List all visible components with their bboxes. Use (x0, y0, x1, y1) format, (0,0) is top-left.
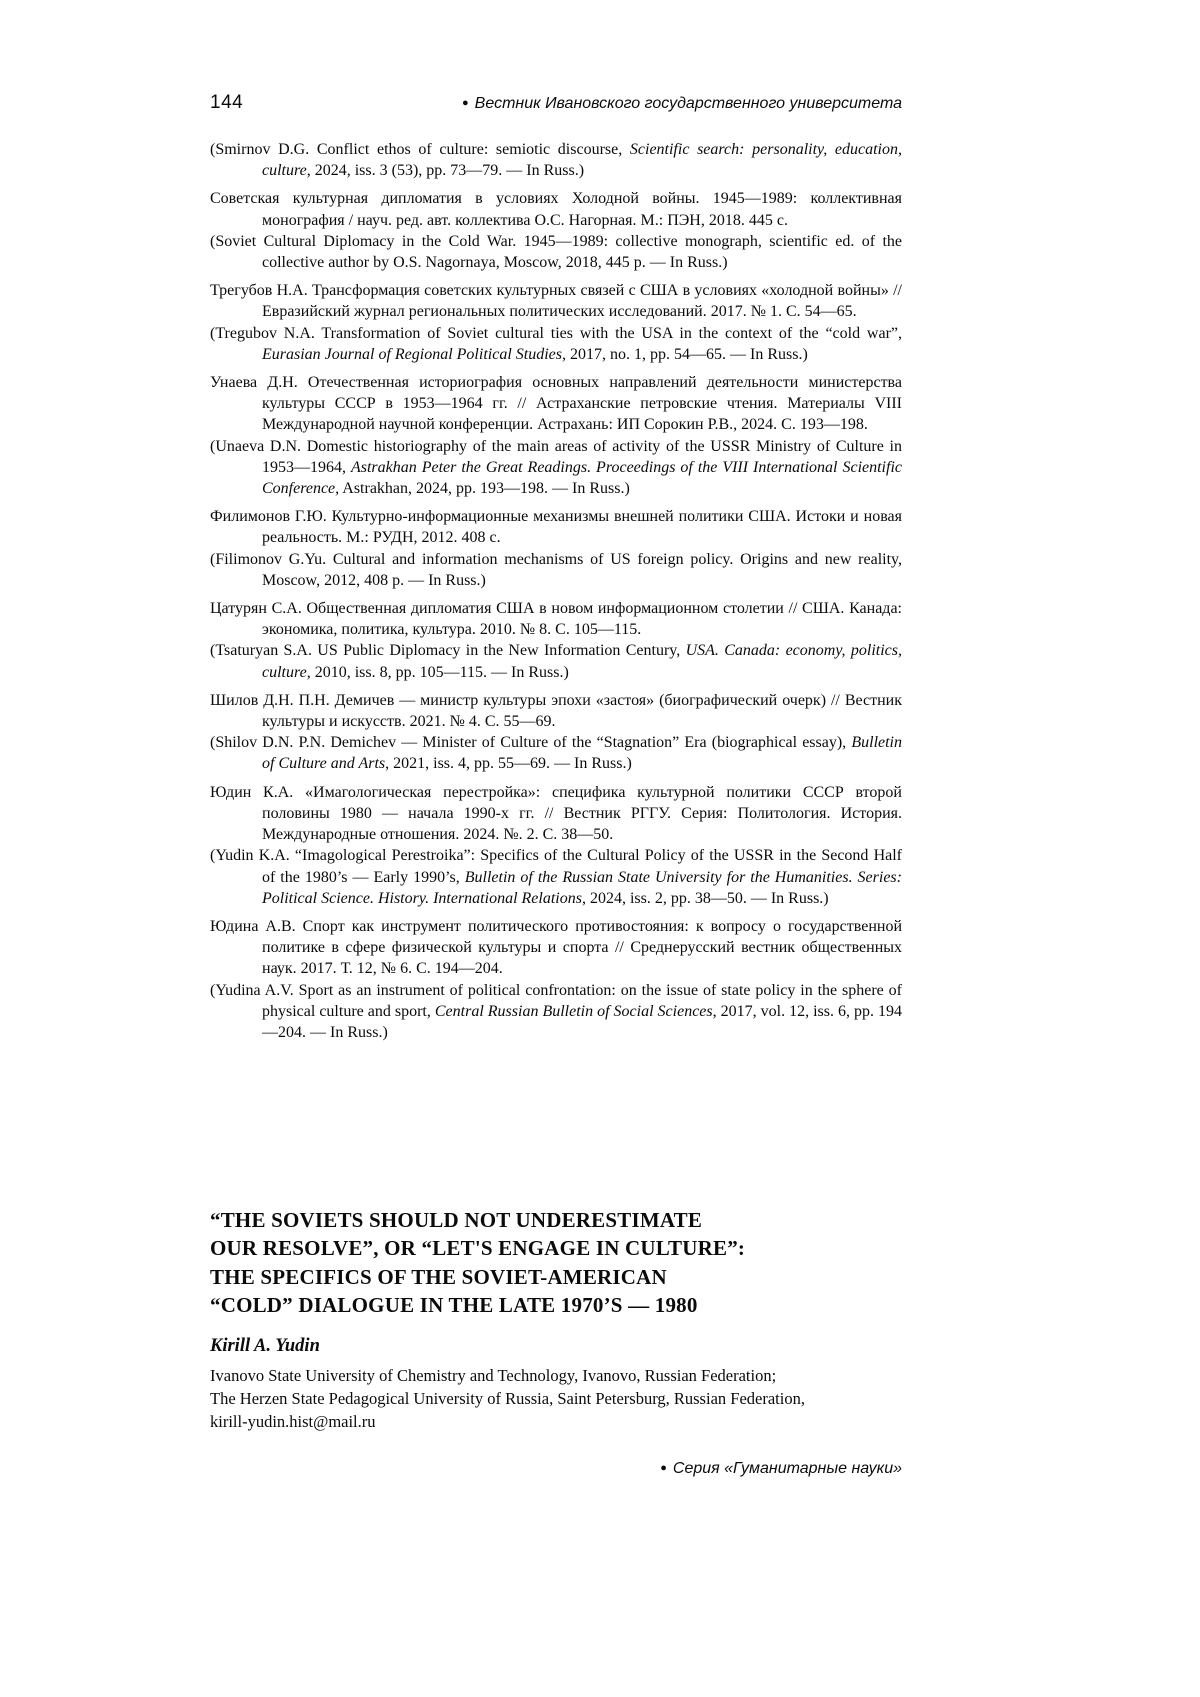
reference-group (210, 139, 902, 181)
article-title (210, 1206, 930, 1319)
affiliation-line: Ivanovo State University of Chemistry and Technology, Ivanovo, Russian Federation; (210, 1366, 777, 1385)
reference-group (210, 782, 902, 909)
reference-paragraph (210, 323, 902, 365)
article-title-line: “THE SOVIETS SHOULD NOT UNDERESTIMATE (210, 1208, 703, 1232)
reference-segment: (Yudina A.V. Sport as an instrument of political confrontation: on the issue of state policy in the sphere of physical culture and sport, (210, 981, 902, 1020)
reference-segment-italic: Eurasian Journal of Regional Political Studies (262, 345, 562, 363)
author-name: Kirill A. Yudin (210, 1336, 320, 1356)
article-title-line: “COLD” DIALOGUE IN THE LATE 1970’S — 1980 (210, 1292, 698, 1317)
bullet-icon: ● (660, 1462, 667, 1474)
affiliation (210, 1364, 902, 1434)
reference-paragraph (210, 280, 902, 322)
reference-segment-italic: Bulletin of the Russian State University for the Humanities. Series: Political Science. History. International Relations (262, 868, 902, 907)
reference-segment: (Smirnov D.G. Conflict ethos of culture: semiotic discourse, (210, 141, 630, 158)
author-block (210, 1336, 902, 1434)
reference-paragraph (210, 188, 902, 230)
series-footer (210, 1460, 902, 1478)
reference-paragraph (210, 980, 902, 1044)
page-number: 144 (210, 92, 244, 113)
reference-segment: Трегубов Н.А. Трансформация советских культурных связей с США в условиях «холодной войны» // Евразийский журнал региональных политических исследований. 2017. № 1. С. 54—65. (210, 282, 902, 321)
reference-segment: , 2024, iss. 3 (53), pp. 73—79. — In Russ.) (306, 162, 585, 180)
reference-paragraph (210, 139, 902, 181)
reference-paragraph (210, 549, 902, 591)
reference-segment-italic: Scientific search: personality, education, culture (262, 141, 902, 180)
series-name: Серия «Гуманитарные науки» (672, 1460, 902, 1477)
reference-segment: Юдин К.А. «Имагологическая перестройка»: специфика культурной политики СССР второй половины 1980 — начала 1990-х гг. // Вестник РГГУ. Серия: Политология. История. Международные отношения. 2024. №. 2. С. 38—50. (210, 783, 902, 844)
reference-segment: Юдина А.В. Спорт как инструмент политического противостояния: к вопросу о государственной политике в сфере физической культуры и спорта // Среднерусский вестник общественных наук. 2017. Т. 12, № 6. С. 194—204. (210, 917, 902, 978)
reference-paragraph (210, 506, 902, 548)
affiliation-line: kirill-yudin.hist@mail.ru (210, 1412, 376, 1432)
reference-segment: , 2017, no. 1, pp. 54—65. — In Russ.) (561, 345, 808, 363)
reference-segment-italic: Astrakhan Peter the Great Readings. Proceedings of the VIII International Scientific Conference (262, 458, 902, 498)
reference-paragraph (210, 640, 902, 682)
reference-segment: , 2017, vol. 12, iss. 6, pp. 194—204. — In Russ.) (262, 1002, 903, 1041)
reference-segment: , Astrakhan, 2024, pp. 193—198. — In Russ.) (335, 480, 630, 498)
reference-segment: (Soviet Cultural Diplomacy in the Cold War. 1945—1989: collective monograph, scientific ed. of the collective author by O.S. Nagornaya, Moscow, 2018, 445 p. — In Russ.) (210, 232, 902, 272)
reference-segment: (Unaeva D.N. Domestic historiography of the main areas of activity of the USSR Ministry of Culture in 1953—1964, (210, 437, 902, 476)
running-header (210, 92, 902, 114)
reference-paragraph (210, 372, 902, 436)
reference-paragraph (210, 845, 902, 909)
reference-paragraph (210, 598, 902, 640)
reference-segment-italic: USA. Canada: economy, politics, culture (262, 642, 902, 681)
reference-segment: Шилов Д.Н. П.Н. Демичев — министр культуры эпохи «застоя» (биографический очерк) // Вестник культуры и искусств. 2021. № 4. С. 55—69. (210, 691, 902, 731)
reference-segment-italic: Central Russian Bulletin of Social Sciences (434, 1002, 713, 1020)
reference-segment-italic: Bulletin of Culture and Arts (262, 734, 902, 773)
reference-paragraph (210, 436, 902, 500)
reference-segment: (Yudin K.A. “Imagological Perestroika”: Specifics of the Cultural Policy of the USSR in the Second Half of the 1980’s — Early 1990’s, (210, 847, 902, 886)
reference-segment: , 2021, iss. 4, pp. 55—69. — In Russ.) (385, 755, 632, 773)
reference-segment: Филимонов Г.Ю. Культурно-информационные механизмы внешней политики США. Истоки и новая реальность. М.: РУДН, 2012. 408 с. (210, 508, 902, 547)
running-head-title (462, 95, 902, 113)
reference-segment: Унаева Д.Н. Отечественная историография основных направлений деятельности министерства культуры СССР в 1953—1964 гг. // Астраханские петровские чтения. Материалы VIII Международной научной конференции. Астрахань: ИП Сорокин Р.В., 2024. С. 193—198. (210, 374, 902, 434)
reference-segment: , 2010, iss. 8, pp. 105—115. — In Russ.) (306, 663, 569, 681)
reference-segment: (Tregubov N.A. Transformation of Soviet cultural ties with the USA in the context of the “cold war”, (210, 324, 902, 342)
reference-paragraph (210, 231, 902, 273)
reference-group (210, 188, 902, 273)
reference-group (210, 372, 902, 499)
reference-paragraph (210, 916, 902, 980)
reference-segment: (Filimonov G.Yu. Cultural and information mechanisms of US foreign policy. Origins and new reality, Moscow, 2012, 408 p. — In Russ.) (210, 550, 902, 589)
article-title-line: OUR RESOLVE”, OR “LET'S ENGAGE IN CULTURE”: (210, 1236, 746, 1261)
reference-paragraph (210, 690, 902, 732)
reference-segment: Советская культурная дипломатия в условиях Холодной войны. 1945—1989: коллективная монография / науч. ред. авт. коллектива О.С. Нагорная. М.: ПЭН, 2018. 445 с. (210, 190, 902, 229)
reference-paragraph (210, 782, 902, 846)
article-title-line: THE SPECIFICS OF THE SOVIET-AMERICAN (210, 1264, 667, 1289)
reference-segment: (Tsaturyan S.A. US Public Diplomacy in the New Information Century, (210, 642, 686, 660)
reference-group (210, 916, 902, 1043)
reference-paragraph (210, 732, 902, 774)
reference-segment: Цатурян С.А. Общественная дипломатия США в новом информационном столетии // США. Канада: экономика, политика, культура. 2010. № 8. С. 105—115. (210, 600, 902, 639)
journal-name: Вестник Ивановского государственного университета (474, 95, 902, 112)
references-list (210, 139, 902, 1050)
reference-group (210, 598, 902, 683)
reference-group (210, 690, 902, 775)
reference-group (210, 280, 902, 365)
reference-segment: (Shilov D.N. P.N. Demichev — Minister of Culture of the “Stagnation” Era (biographical essay), (210, 734, 852, 752)
reference-group (210, 506, 902, 591)
bullet-icon: ● (462, 97, 469, 109)
reference-segment: , 2024, iss. 2, pp. 38—50. — In Russ.) (581, 889, 829, 907)
affiliation-line: The Herzen State Pedagogical University of Russia, Saint Petersburg, Russian Federation, (210, 1389, 805, 1409)
